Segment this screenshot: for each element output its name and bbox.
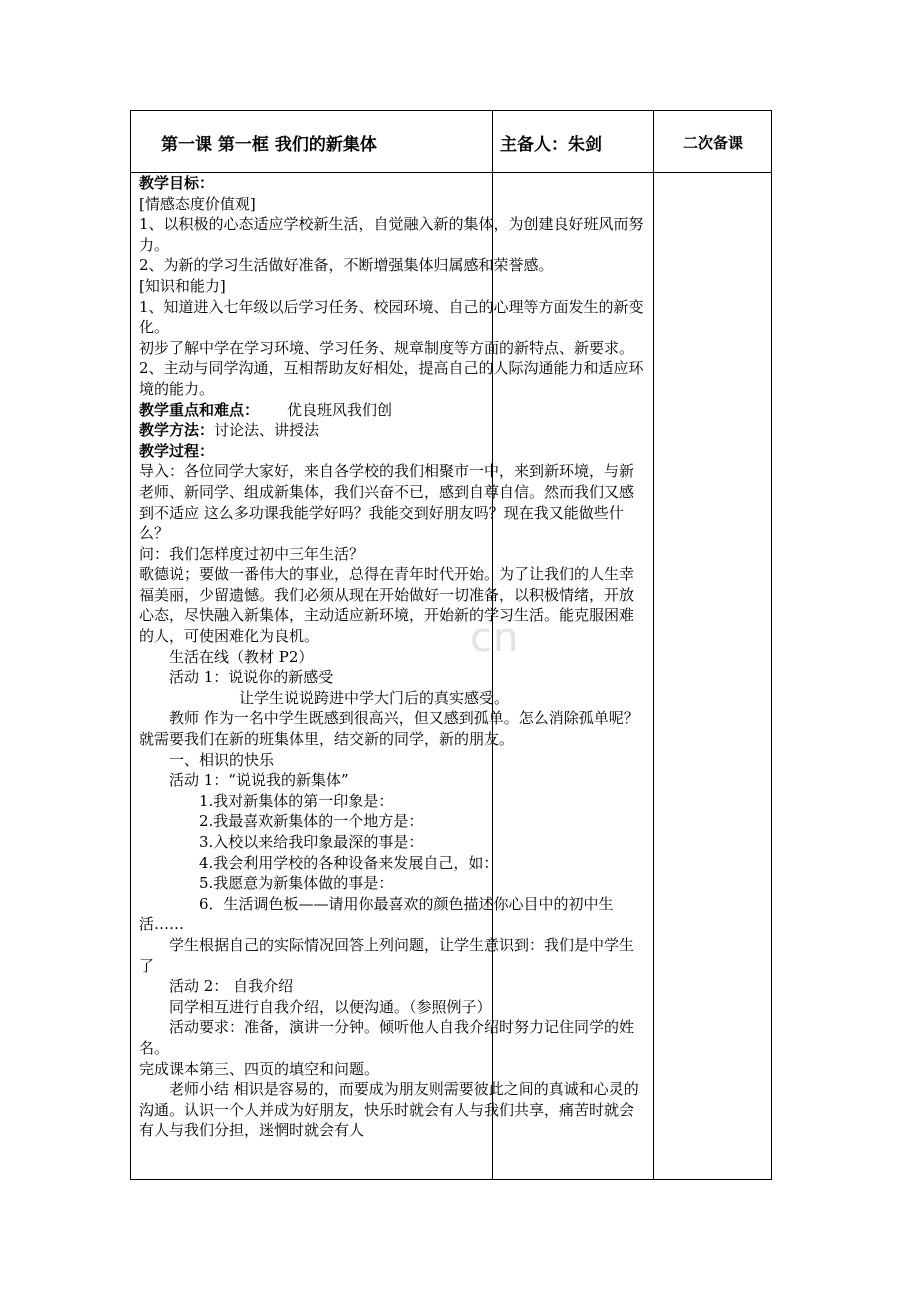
paragraph: 导入：各位同学大家好，来自各学校的我们相聚市一中，来到新环境，与新老师、新同学、组成新集体，我们兴奋不已，感到自尊自信。然而我们又感到不适应 这么多功课我能学好吗？我能交到好朋友吗？现在我又能做些什么？ [139, 462, 635, 543]
paragraph: 活动 1：“说说我的新集体” [169, 771, 349, 790]
paragraph: 2、为新的学习生活做好准备，不断增强集体归属感和荣誉感。 [139, 256, 554, 275]
lesson-plan-table [130, 110, 772, 1180]
paragraph: 完成课本第三、四页的填空和问题。 [139, 1059, 380, 1078]
paragraph: 初步了解中学在学习环境、学习任务、规章制度等方面的新特点、新要求。 [139, 338, 635, 357]
lesson-title: 第一课 第一框 我们的新集体 [161, 134, 377, 155]
list-item: 2.我最喜欢新集体的一个地方是： [199, 812, 424, 831]
list-item: 6．生活调色板——请用你最喜欢的颜色描述你心目中的初中生活…… [139, 894, 614, 934]
key-points-text: 优良班风我们创 [287, 400, 393, 419]
subheading: [情感态度价值观] [139, 194, 256, 213]
paragraph: 让学生说说跨进中学大门后的真实感受。 [239, 688, 510, 707]
paragraph: 问：我们怎样度过初中三年生活？ [139, 544, 365, 563]
author-label: 主备人：朱剑 [500, 134, 602, 155]
paragraph: 学生根据自己的实际情况回答上列问题，让学生意识到：我们是中学生了 [139, 935, 635, 975]
paragraph: 同学相互进行自我介绍，以便沟通。（参照例子） [169, 997, 492, 1016]
paragraph: 活动 2： 自我介绍 [169, 977, 294, 996]
subheading: [知识和能力] [139, 276, 226, 295]
paragraph: 活动要求：准备，演讲一分钟。倾听他人自我介绍时努力记住同学的姓名。 [139, 1018, 635, 1057]
column-divider [653, 111, 654, 1179]
methods-text: 讨论法、讲授法 [214, 421, 320, 440]
paragraph: 教师 作为一名中学生既感到很高兴，但又感到孤单。怎么消除孤单呢？就需要我们在新的班集体里，结交新的同学，新的朋友。 [139, 709, 639, 749]
paragraph: 歌德说；要做一番伟大的事业，总得在青年时代开始。为了让我们的人生幸福美丽，少留遗憾。我们必须从现在开始做好一切准备，以积极情绪，开放心态，尽快融入新集体，主动适应新环境，开始新的学习生活。能克服困难的人，可使困难化为良机。 [139, 565, 635, 646]
paragraph: 活动 1：说说你的新感受 [169, 668, 334, 687]
lesson-content [139, 173, 645, 1141]
section-heading: 教学目标： [139, 174, 215, 192]
section-heading: 教学重点和难点： [139, 400, 260, 419]
second-prep-label: 二次备课 [682, 133, 743, 152]
paragraph: 2、主动与同学沟通，互相帮助友好相处，提高自己的人际沟通能力和适应环境的能力。 [139, 359, 644, 398]
list-item: 4.我会利用学校的各种设备来发展自己，如： [199, 853, 499, 872]
list-item: 1.我对新集体的第一印象是： [199, 791, 394, 810]
key-points-line [139, 400, 645, 421]
section-heading: 教学方法： [139, 421, 215, 440]
watermark: cn [470, 615, 520, 661]
paragraph: 1、知道进入七年级以后学习任务、校园环境、自己的心理等方面发生的新变化。 [139, 297, 644, 337]
methods-line [139, 420, 645, 441]
paragraph: 老师小结 相识是容易的，而要成为朋友则需要彼此之间的真诚和心灵的沟通。认识一个人并成为好朋友，快乐时就会有人与我们共享，痛苦时就会有人与我们分担，迷惘时就会有人 [139, 1080, 639, 1140]
subheading: 一、相识的快乐 [169, 750, 275, 769]
paragraph: 生活在线（教材 P2） [169, 647, 314, 666]
list-item: 5.我愿意为新集体做的事是： [199, 874, 394, 893]
paragraph: 1、以积极的心态适应学校新生活，自觉融入新的集体，为创建良好班风而努力。 [139, 215, 644, 254]
section-heading: 教学过程： [139, 441, 215, 460]
list-item: 3.入校以来给我印象最深的事是： [199, 833, 424, 851]
